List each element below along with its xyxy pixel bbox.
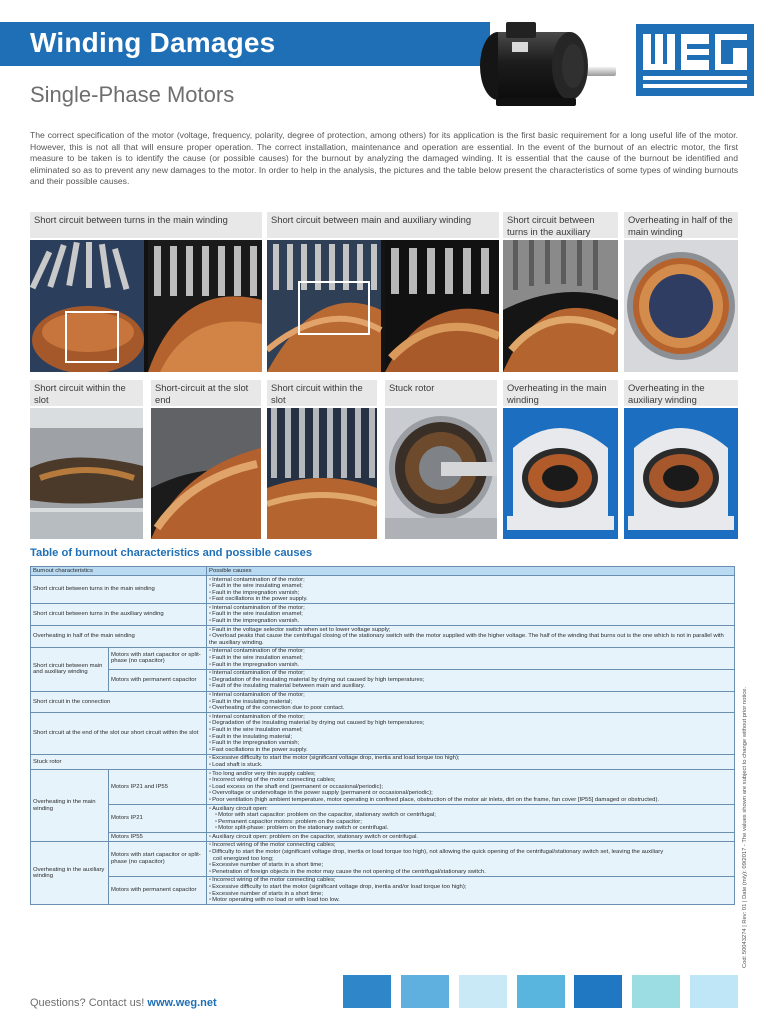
- table-row: [31, 770, 735, 805]
- winding-photo: [151, 408, 261, 539]
- table-title: Table of burnout characteristics and possible causes: [30, 547, 313, 559]
- row-label: Short circuit at the end of the slot our short circuit within the slot: [31, 713, 207, 755]
- table-row: [31, 626, 735, 648]
- color-swatch: [690, 975, 738, 1008]
- table-row: [31, 805, 735, 833]
- photo-short-circuit-slot: [30, 380, 143, 539]
- burnout-table: [30, 566, 735, 905]
- photo-stuck-rotor: [385, 380, 497, 539]
- photo-caption: Short circuit between main and auxiliary winding: [267, 212, 499, 238]
- table-row: [31, 841, 735, 876]
- photo-caption: Stuck rotor: [385, 380, 497, 406]
- photo-overheating-auxiliary: [624, 380, 738, 539]
- winding-photo: [267, 408, 377, 539]
- photo-caption: Short circuit between turns in the auxiliary: [503, 212, 618, 238]
- photo-short-circuit-slot-end: [151, 380, 261, 539]
- row-sublabel: Motors IP21 and IP55: [109, 770, 207, 805]
- row-label: Short circuit between main and auxiliary winding: [31, 647, 109, 691]
- row-sublabel: Motors with start capacitor or split-phase (no capacitor): [109, 647, 207, 669]
- row-causes: ▫ Incorrect wiring of the motor connecting cables; ▫ Excessive difficulty to start the motor (significant voltage drop, inertia and/or load torque too high); ▫ Excessive number of starts in a short time; ▫ Motor operating with no load or with load too low.: [207, 876, 735, 904]
- row-causes: ▫ Internal contamination of the motor; ▫ Fault in the insulating material; ▫ Overheating of the connection due to poor contact.: [207, 691, 735, 713]
- row-label: Overheating in the main winding: [31, 770, 109, 842]
- website-link[interactable]: www.weg.net: [147, 997, 217, 1009]
- motor-image: [478, 14, 618, 109]
- color-swatch: [574, 975, 622, 1008]
- photo-caption: Short circuit between turns in the main winding: [30, 212, 262, 238]
- row-label: Stuck rotor: [31, 754, 207, 769]
- photo-short-circuit-main-turns: [30, 212, 262, 372]
- row-sublabel: Motors with start capacitor or split-phase (no capacitor): [109, 841, 207, 876]
- photo-caption: Overheating in half of the main winding: [624, 212, 738, 238]
- footer-question: Questions? Contact us!: [30, 997, 145, 1009]
- winding-photo: [30, 240, 262, 372]
- photo-overheating-half-main: [624, 212, 738, 372]
- col-header-causes: Possible causes: [207, 567, 735, 576]
- footer-contact: [30, 997, 217, 1009]
- photo-caption: Short circuit within the slot: [30, 380, 143, 406]
- table-row: [31, 833, 735, 842]
- row-causes: ▫ Internal contamination of the motor; ▫ Degradation of the insulating material by drying out caused by high temperatures; ▫ Fault in the wire insulation enamel; ▫ Fault in the insulating material; ▫ Fault in the impregnation varnish; ▫ Fast oscillations in the power supply.: [207, 713, 735, 755]
- row-causes: ▫ Too long and/or very thin supply cables; ▫ Incorrect wiring of the motor connecting cables; ▫ Load excess on the shaft end (permanent or occasional/periodic); ▫ Overvoltage or undervoltage in the power supply (permanent or occasional/periodic); ▫ Poor ventilation (high ambient temperature, motor operating in confined place, obstruction of the motor air inlets, dirt on the frame, fan cover [IP55] damaged or obstructed).: [207, 770, 735, 805]
- winding-photo: [385, 408, 497, 539]
- row-sublabel: Motors with permanent capacitor: [109, 669, 207, 691]
- table-row: [31, 713, 735, 755]
- row-causes: ▫ Internal contamination of the motor; ▫ Fault in the wire insulation enamel; ▫ Fault in the impregnation varnish.: [207, 647, 735, 669]
- col-header-characteristics: Burnout characteristics: [31, 567, 207, 576]
- row-causes: ▫ Incorrect wiring of the motor connecting cables; ▫ Difficulty to start the motor (significant voltage drop, inertia or load torque too high), not allowing the quick opening of the centrifugal/stationary switch set, leaving the auxiliary coil energized too long; ▫ Excessive number of starts in a short time; ▫ Penetration of foreign objects in the motor may cause the not opening of the centrifugal/stationary switch.: [207, 841, 735, 876]
- table-row: [31, 691, 735, 713]
- color-swatch: [459, 975, 507, 1008]
- photo-overheating-main: [503, 380, 618, 539]
- photo-caption: Short-circuit at the slot end: [151, 380, 261, 406]
- row-causes: ▫ Internal contamination of the motor; ▫ Fault in the wire insulating enamel; ▫ Fault in the impregnation varnish; ▫ Fast oscillations in the power supply.: [207, 576, 735, 604]
- photo-caption: Overheating in the main winding: [503, 380, 618, 406]
- table-row: [31, 576, 735, 604]
- row-causes: ▫ Internal contamination of the motor; ▫ Fault in the wire insulation enamel; ▫ Fault in the impregnation varnish.: [207, 604, 735, 626]
- winding-photo: [624, 240, 738, 372]
- color-swatch: [343, 975, 391, 1008]
- winding-photo: [624, 408, 738, 539]
- document-code-note: Cod: 50043274 | Rev: 01 | Date (m/y): 09/2017 - The values shown are subject to change without prior notice.: [742, 687, 748, 968]
- row-sublabel: Motors with permanent capacitor: [109, 876, 207, 904]
- row-label: Short circuit in the connection: [31, 691, 207, 713]
- row-causes: ▫ Excessive difficulty to start the motor (significant voltage drop, inertia and load torque too high); ▫ Load shaft is stuck.: [207, 754, 735, 769]
- table-row: [31, 876, 735, 904]
- color-swatch: [401, 975, 449, 1008]
- photo-short-circuit-main-auxiliary: [267, 212, 499, 372]
- intro-paragraph: The correct specification of the motor (voltage, frequency, polarity, degree of protection, among others) for its application is the first basic requirement for a long useful life of the motor. However, this is not all that will ensure proper operation. The correct installation, maintenance and operation are essential. In the event of the burnout of an electric motor, the first measure to be taken is to identify the cause (or possible causes) for the burnout by analyzing the damaged winding. It is essential that the cause of the burnout be identified and eliminated so as to prevent any new damages to the motor. In order to help in the analysis, the pictures and the table below present the characteristics of some types of winding burnouts and their possible causes.: [30, 130, 738, 187]
- page-title: Winding Damages: [30, 27, 276, 58]
- row-causes: ▫ Auxiliary circuit open: ▫ Motor with start capacitor: problem on the capacitor, stationary switch or centrifugal; ▫ Permanent capacitor motors: problem on the capacitor; ▫ Motor split-phase: problem on the stationary switch or centrifugal.: [207, 805, 735, 833]
- table-row: [31, 647, 735, 669]
- row-label: Overheating in the auxiliary winding: [31, 841, 109, 904]
- winding-photo: [30, 408, 143, 539]
- color-swatch: [632, 975, 680, 1008]
- row-causes: ▫ Internal contamination of the motor; ▫ Degradation of the insulating material by drying out caused by high temperatures; ▫ Fault of the insulating material between main and auxiliary.: [207, 669, 735, 691]
- table-row: [31, 754, 735, 769]
- photo-caption: Short circuit within the slot: [267, 380, 377, 406]
- table-row: [31, 604, 735, 626]
- photo-caption: Overheating in the auxiliary winding: [624, 380, 738, 406]
- row-causes: ▫ Auxiliary circuit open: problem on the capacitor, stationary switch or centrifugal.: [207, 833, 735, 842]
- row-label: Short circuit between turns in the main winding: [31, 576, 207, 604]
- row-label: Short circuit between turns in the auxiliary winding: [31, 604, 207, 626]
- row-label: Overheating in half of the main winding: [31, 626, 207, 648]
- weg-logo: [636, 24, 754, 96]
- color-swatch: [517, 975, 565, 1008]
- photo-short-circuit-slot-2: [267, 380, 377, 539]
- photo-short-circuit-auxiliary-turns: [503, 212, 618, 372]
- table-header-row: [31, 567, 735, 576]
- table-row: [31, 669, 735, 691]
- winding-photo: [503, 240, 618, 372]
- row-sublabel: Motors IP21: [109, 805, 207, 833]
- title-bar: [0, 22, 490, 66]
- winding-photo: [267, 240, 499, 372]
- row-sublabel: Motors IP55: [109, 833, 207, 842]
- row-causes: ▫ Fault in the voltage selector switch when set to lower voltage supply; ▫ Overload peaks that cause the centrifugal closing of the stationary switch with the motor supplied with the higher voltage. The half of the winding that burns out is the one which is not in parallel with the auxiliary winding.: [207, 626, 735, 648]
- page-subtitle: Single-Phase Motors: [30, 82, 235, 107]
- winding-photo: [503, 408, 618, 539]
